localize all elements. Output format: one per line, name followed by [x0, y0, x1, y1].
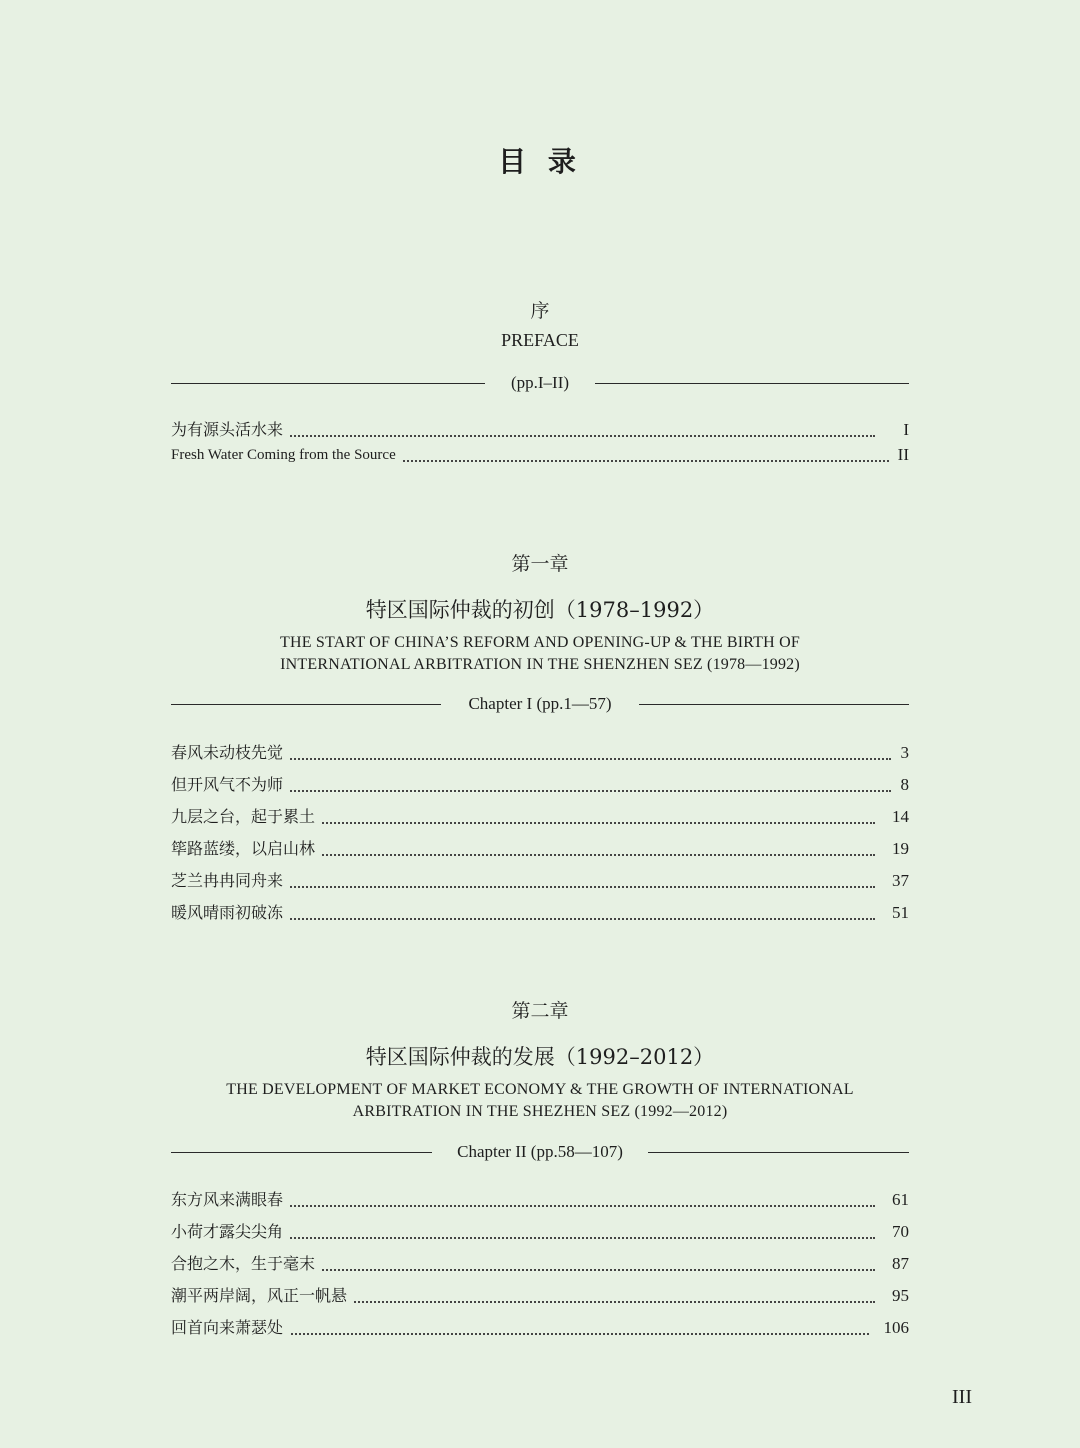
- toc-entry-page: 106: [880, 1315, 910, 1341]
- chapter2-page-range: Chapter II (pp.58—107): [457, 1142, 623, 1161]
- toc-entry-title: 潮平两岸阔，风正一帆悬: [171, 1283, 353, 1309]
- chapter1-en-title-line1: THE START OF CHINA’S REFORM AND OPENING-UP & THE BIRTH OF: [280, 634, 800, 651]
- toc-entry-page: I: [899, 417, 909, 443]
- toc-entry-title: 九层之台，起于累土: [171, 804, 321, 830]
- chapter2-en-title-line1: THE DEVELOPMENT OF MARKET ECONOMY & THE GROWTH OF INTERNATIONAL: [226, 1081, 854, 1098]
- chapter2-cn-title: 特区国际仲裁的发展（1992–2012）: [365, 1045, 715, 1069]
- chapter1-en-title-line2: INTERNATIONAL ARBITRATION IN THE SHENZHEN SEZ (1978—1992): [280, 656, 800, 673]
- toc-entry[interactable]: [171, 1283, 909, 1309]
- toc-entry-title: 东方风来满眼春: [171, 1187, 289, 1213]
- toc-entry[interactable]: [171, 836, 909, 862]
- chapter1-page-range-rule: [171, 693, 909, 717]
- chapter1-page-range: Chapter I (pp.1—57): [468, 694, 612, 713]
- toc-entry-page: 70: [888, 1219, 909, 1245]
- toc-entry[interactable]: [171, 442, 909, 468]
- toc-entry-page: 8: [897, 772, 910, 798]
- toc-entry[interactable]: [171, 868, 909, 894]
- toc-entry-page: 51: [888, 900, 909, 926]
- preface-page-range: (pp.I–II): [510, 373, 570, 392]
- toc-entry-title: Fresh Water Coming from the Source: [171, 442, 402, 468]
- preface-cn-heading: 序: [530, 300, 550, 322]
- toc-entry-page: 61: [888, 1187, 909, 1213]
- toc-entry[interactable]: [171, 1315, 909, 1341]
- toc-entry[interactable]: [171, 804, 909, 830]
- toc-entry-title: 为有源头活水来: [171, 417, 289, 443]
- page-number: III: [952, 1386, 972, 1408]
- toc-entry-title: 回首向来萧瑟处: [171, 1315, 289, 1341]
- toc-entry[interactable]: [171, 1187, 909, 1213]
- toc-entry-page: 14: [888, 804, 909, 830]
- toc-entry-title: 小荷才露尖尖角: [171, 1219, 289, 1245]
- toc-entry-page: 95: [888, 1283, 909, 1309]
- page-title: 目 录: [498, 145, 582, 178]
- toc-entry[interactable]: [171, 740, 909, 766]
- toc-entry-page: II: [894, 442, 909, 468]
- toc-entry-page: 37: [888, 868, 909, 894]
- preface-page-range-rule: [171, 372, 909, 396]
- chapter2-page-range-rule: [171, 1141, 909, 1165]
- toc-entry-title: 芝兰冉冉同舟来: [171, 868, 289, 894]
- toc-entry[interactable]: [171, 1219, 909, 1245]
- toc-entry-page: 87: [888, 1251, 909, 1277]
- toc-entry[interactable]: [171, 772, 909, 798]
- toc-entry[interactable]: [171, 417, 909, 443]
- chapter1-label: 第一章: [511, 553, 569, 575]
- chapter1-cn-title: 特区国际仲裁的初创（1978–1992）: [365, 598, 715, 622]
- chapter2-label: 第二章: [511, 1000, 569, 1022]
- toc-entry-title: 筚路蓝缕，以启山林: [171, 836, 321, 862]
- toc-entry-title: 但开风气不为师: [171, 772, 289, 798]
- toc-entry-title: 春风未动枝先觉: [171, 740, 289, 766]
- toc-entry-title: 暖风晴雨初破冻: [171, 900, 289, 926]
- toc-entry-title: 合抱之木，生于毫末: [171, 1251, 321, 1277]
- preface-en-heading: PREFACE: [501, 330, 579, 350]
- toc-entry-page: 3: [897, 740, 910, 766]
- toc-entry[interactable]: [171, 1251, 909, 1277]
- toc-entry[interactable]: [171, 900, 909, 926]
- chapter2-en-title-line2: ARBITRATION IN THE SHEZHEN SEZ (1992—2012): [352, 1103, 728, 1120]
- toc-entry-page: 19: [888, 836, 909, 862]
